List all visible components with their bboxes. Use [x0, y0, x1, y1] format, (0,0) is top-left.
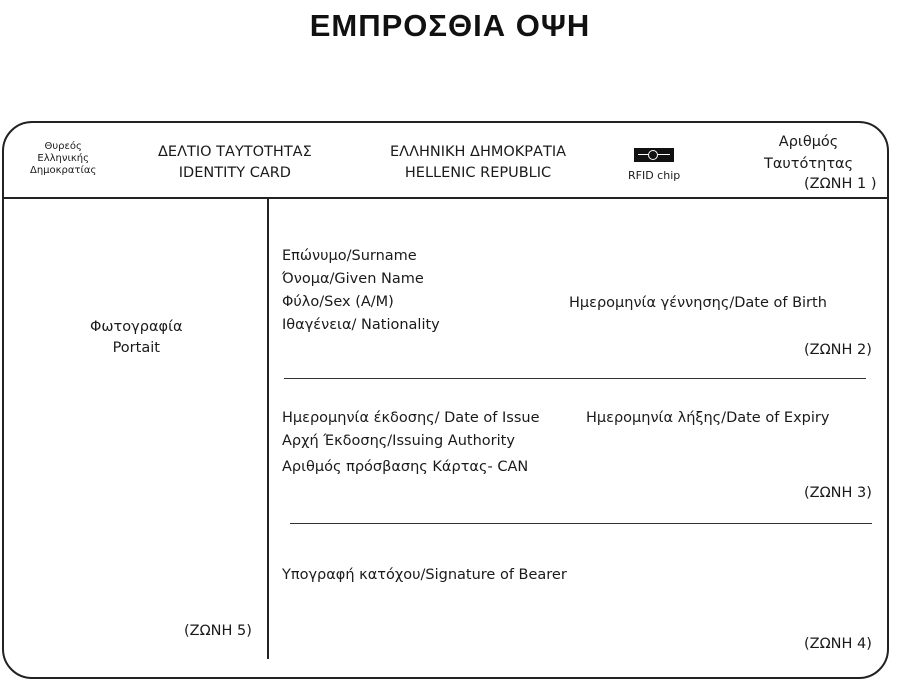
sex-field: Φύλο/Sex (A/M): [282, 294, 394, 310]
page-title: ΕΜΠΡΟΣΘΙΑ ΟΨΗ: [309, 8, 591, 43]
zone-1-label: (ΖΩΝΗ 1 ): [804, 176, 877, 192]
photo-divider: [267, 199, 269, 659]
country-name: ΕΛΛΗΝΙΚΗ ΔΗΜΟΚΡΑΤΙΑ HELLENIC REPUBLIC: [390, 144, 567, 181]
zone-5-label: (ΖΩΝΗ 5): [184, 623, 252, 639]
document-type: ΔΕΛΤΙΟ ΤΑΥΤΟΤΗΤΑΣ IDENTITY CARD: [158, 144, 312, 181]
header-divider: [4, 197, 887, 199]
nationality-field: Ιθαγένεια/ Nationality: [282, 317, 440, 333]
date-of-birth-field: Ημερομηνία γέννησης/Date of Birth: [569, 295, 827, 311]
given-name-field: Όνομα/Given Name: [282, 271, 424, 287]
id-card-front: [2, 121, 889, 679]
rfid-chip-icon: [634, 148, 674, 162]
zone-2-divider: [284, 378, 866, 379]
rfid-chip-label: RFID chip: [628, 169, 681, 182]
surname-field: Επώνυμο/Surname: [282, 248, 417, 264]
personal-fields: [282, 245, 440, 337]
can-field: Αριθμός πρόσβασης Κάρτας- CAN: [282, 459, 529, 475]
expiry-date-field: Ημερομηνία λήξης/Date of Expiry: [586, 410, 830, 426]
zone-3-label: (ΖΩΝΗ 3): [804, 485, 872, 501]
signature-field: Υπογραφή κατόχου/Signature of Bearer: [282, 567, 567, 583]
photo-label: Φωτογραφία Portait: [90, 319, 183, 356]
coat-of-arms-label: Θυρεός Ελληνικής Δημοκρατίας: [30, 141, 97, 176]
issuing-authority-field: Αρχή Έκδοσης/Issuing Authority: [282, 433, 515, 449]
zone-3-divider: [290, 523, 872, 524]
zone-2-label: (ΖΩΝΗ 2): [804, 342, 872, 358]
zone-4-label: (ΖΩΝΗ 4): [804, 636, 872, 652]
issue-date-field: Ημερομηνία έκδοσης/ Date of Issue: [282, 410, 540, 426]
id-number-label: Αριθμός Ταυτότητας: [764, 134, 854, 172]
